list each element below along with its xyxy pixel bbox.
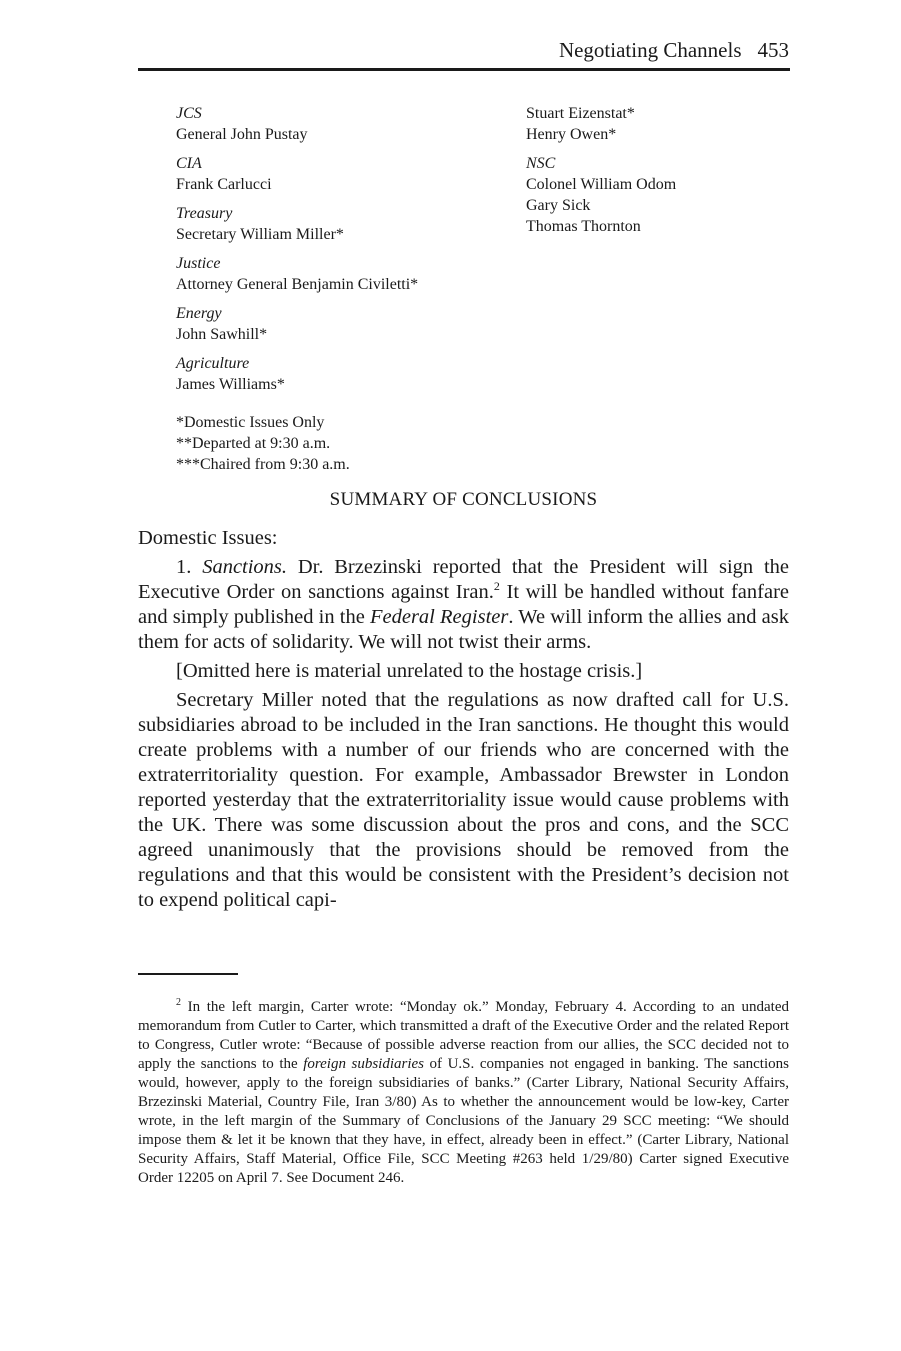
running-title: Negotiating Channels: [558, 38, 742, 62]
body-text: [138, 526, 789, 913]
attendee-group: [176, 303, 506, 345]
header-rule: [138, 68, 790, 71]
attendee-name: Colonel William Odom: [526, 176, 677, 193]
note-line: **Departed at 9:30 a.m.: [176, 435, 331, 452]
running-header: [138, 38, 789, 63]
attendee-name: General John Pustay: [176, 126, 308, 143]
attendee-group: [176, 203, 506, 245]
agency-label: Justice: [176, 255, 221, 272]
agency-label: CIA: [176, 155, 202, 172]
attendee-group: [176, 103, 506, 145]
paragraph-sanctions: [138, 555, 789, 655]
subsection-label: Domestic Issues:: [138, 527, 278, 549]
paragraph-miller: Secretary Miller noted that the regulations as now drafted call for U.S. subsidiaries abroad to be included in the Iran sanctions. He thought this would create problems with a number of our friends who are concerned with the extraterritoriality question. For example, Ambassador Brewster in London reported yesterday that the extraterritoriality issue would cause problems with the UK. There was some discussion about the pros and cons, and the SCC agreed unanimously that the provisions should be removed from the regulations and that this would be consistent with the President’s decision not to expend political capi-: [138, 689, 789, 911]
text-run: Dr. Brzezinski reported that the President will sign the Executive Order on sanctions against Iran.: [138, 556, 790, 603]
attendee-column-left: [176, 103, 506, 403]
note-line: ***Chaired from 9:30 a.m.: [176, 456, 350, 473]
attendee-name: John Sawhill*: [176, 326, 268, 343]
attendee-group: [176, 253, 506, 295]
item-number: 1.: [176, 556, 203, 578]
attendee-name: Stuart Eizenstat*: [526, 105, 635, 122]
section-heading: SUMMARY OF CONCLUSIONS: [329, 489, 598, 510]
attendee-name: Gary Sick: [526, 197, 591, 214]
page-number: 453: [757, 38, 789, 62]
footnote: [138, 998, 789, 1188]
attendee-group: [526, 103, 786, 145]
note-line: *Domestic Issues Only: [176, 414, 325, 431]
attendance-notes: [176, 412, 506, 475]
attendee-group: [526, 153, 786, 237]
item-topic: Sanctions.: [202, 556, 288, 578]
attendee-name: Secretary William Miller*: [176, 226, 344, 243]
agency-label: NSC: [526, 155, 556, 172]
footnote-rule: [138, 973, 238, 975]
agency-label: Agriculture: [176, 355, 250, 372]
attendee-name: Henry Owen*: [526, 126, 617, 143]
text-run: In the left margin, Carter wrote: “Monday ok.” Monday, February 4. According to an undated memorandum from Cutler to Carter, which transmitted a draft of the Executive Order and the related Report to Congress, Cutler wrote: “Because of possible adverse reaction from our allies, the SCC decided not to apply the sanctions to the: [138, 999, 789, 1072]
footnote-ref: 2: [493, 579, 500, 594]
attendee-name: Thomas Thornton: [526, 218, 641, 235]
attendee-column-right: [526, 103, 786, 245]
text-run: of U.S. companies not engaged in banking. The sanctions would, however, apply to the foreign subsidiaries of banks.” (Carter Library, National Security Affairs, Brzezinski Material, Country File, Iran 3/80) As to whether the announcement would be low-key, Carter wrote, in the left margin of the Summary of Conclusions of the January 29 SCC meeting: “We should impose them & let it be known that they have, in effect, already been in effect.” (Carter Library, National Security Affairs, Staff Material, Office File, SCC Meeting #263 held 1/29/80) Carter signed Executive Order 12205 on April 7. See Document 246.: [138, 1056, 789, 1186]
text-run: . We will inform the allies and ask them for acts of solidarity. We will not twist their arms.: [138, 606, 790, 653]
agency-label: Treasury: [176, 205, 233, 222]
attendee-name: Frank Carlucci: [176, 176, 272, 193]
attendee-name: James Williams*: [176, 376, 285, 393]
attendee-group: [176, 353, 506, 395]
agency-label: JCS: [176, 105, 202, 122]
footnote-marker: 2: [176, 997, 181, 1008]
text-run: It will be handled without fanfare and simply published in the: [138, 581, 789, 628]
attendee-name: Attorney General Benjamin Civiletti*: [176, 276, 419, 293]
publication-title: Federal Register: [369, 606, 509, 628]
text-run-italic: foreign subsidiaries: [303, 1056, 425, 1072]
attendee-group: [176, 153, 506, 195]
agency-label: Energy: [176, 305, 222, 322]
omission-note: [Omitted here is material unrelated to the hostage crisis.]: [176, 660, 643, 682]
